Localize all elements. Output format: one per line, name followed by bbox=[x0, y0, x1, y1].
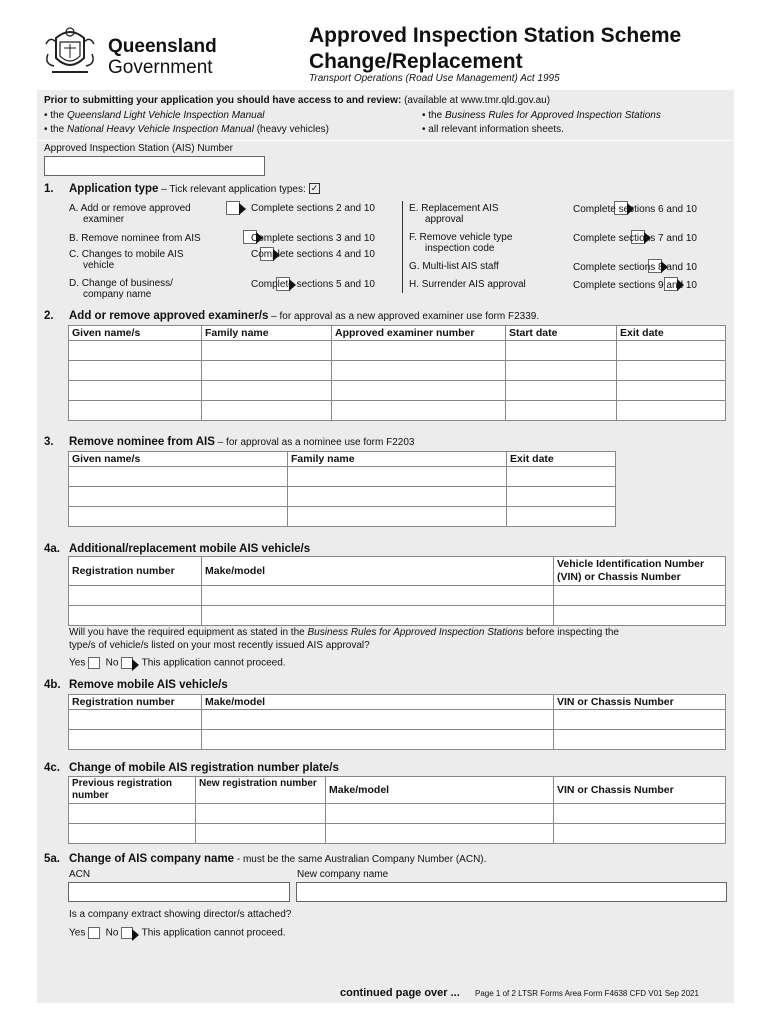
table-cell[interactable] bbox=[506, 381, 617, 401]
remove-vehicle-table bbox=[68, 694, 726, 750]
yes-checkbox[interactable] bbox=[88, 657, 100, 669]
table-header-row bbox=[69, 695, 726, 710]
section-number: 2. bbox=[44, 310, 54, 322]
table-cell[interactable] bbox=[202, 341, 332, 361]
crest-icon bbox=[42, 24, 98, 80]
option-a-label: A. Add or remove approved examiner bbox=[69, 203, 191, 225]
table-row bbox=[69, 381, 726, 401]
table-cell[interactable] bbox=[506, 341, 617, 361]
option-h-action: Complete sections 9 and 10 bbox=[573, 280, 697, 291]
table-header-row bbox=[69, 326, 726, 341]
column-header: Make/model bbox=[202, 695, 554, 710]
table-cell[interactable] bbox=[202, 361, 332, 381]
table-cell[interactable] bbox=[69, 361, 202, 381]
table-row bbox=[69, 507, 616, 527]
table-cell[interactable] bbox=[196, 804, 326, 824]
section-title: Change of AIS company name - must be the same Australian Company Number (ACN). bbox=[69, 853, 487, 865]
new-company-name-label: New company name bbox=[297, 869, 389, 880]
prior-bullet: • the Business Rules for Approved Inspection Stations bbox=[422, 110, 661, 121]
table-cell[interactable] bbox=[202, 730, 554, 750]
table-cell[interactable] bbox=[69, 401, 202, 421]
cannot-proceed-text: This application cannot proceed. bbox=[141, 927, 286, 939]
option-h-label: H. Surrender AIS approval bbox=[409, 279, 526, 290]
prior-intro bbox=[44, 95, 550, 106]
option-b-label: B. Remove nominee from AIS bbox=[69, 233, 201, 244]
table-cell[interactable] bbox=[507, 467, 616, 487]
table-row bbox=[69, 586, 726, 606]
option-e-label: E. Replacement AIS approval bbox=[409, 203, 499, 225]
page-title-line2: Change/Replacement bbox=[309, 50, 523, 73]
column-header: Exit date bbox=[617, 326, 726, 341]
table-cell[interactable] bbox=[69, 824, 196, 844]
table-row bbox=[69, 730, 726, 750]
table-row bbox=[69, 487, 616, 507]
table-cell[interactable] bbox=[202, 401, 332, 421]
section-number: 4a. bbox=[44, 543, 60, 555]
table-cell[interactable] bbox=[69, 730, 202, 750]
table-row bbox=[69, 341, 726, 361]
equipment-question: Will you have the required equipment as stated in the Business Rules for Approved Inspection Stations before inspecting the bbox=[69, 627, 619, 638]
no-checkbox[interactable] bbox=[121, 927, 133, 939]
no-label: No bbox=[105, 657, 119, 669]
column-header: VIN or Chassis Number bbox=[554, 777, 726, 804]
table-cell[interactable] bbox=[617, 381, 726, 401]
acn-input[interactable] bbox=[68, 882, 290, 902]
table-cell[interactable] bbox=[507, 487, 616, 507]
section-title: Application type – Tick relevant application types: ✓ bbox=[69, 183, 319, 195]
yes-label: Yes bbox=[69, 927, 86, 939]
yes-label: Yes bbox=[69, 657, 86, 669]
ais-number-label: Approved Inspection Station (AIS) Number bbox=[44, 143, 233, 154]
column-header: VIN or Chassis Number bbox=[554, 695, 726, 710]
acn-label: ACN bbox=[69, 869, 91, 880]
gov-name-line1: Queensland bbox=[108, 36, 217, 57]
column-header: Family name bbox=[288, 452, 507, 467]
column-header: Make/model bbox=[202, 557, 554, 586]
table-row bbox=[69, 467, 616, 487]
table-cell[interactable] bbox=[69, 606, 202, 626]
table-cell[interactable] bbox=[69, 507, 288, 527]
table-cell[interactable] bbox=[332, 341, 506, 361]
column-header: Make/model bbox=[326, 777, 554, 804]
column-header: Start date bbox=[506, 326, 617, 341]
table-cell[interactable] bbox=[69, 381, 202, 401]
table-cell[interactable] bbox=[326, 804, 554, 824]
equipment-question-line2: type/s of vehicle/s listed on your most recently issued AIS approval? bbox=[69, 640, 370, 651]
column-header: Registration number bbox=[69, 695, 202, 710]
section-divider bbox=[37, 140, 734, 141]
no-checkbox[interactable] bbox=[121, 657, 133, 669]
option-d-label: D. Change of business/ company name bbox=[69, 278, 173, 300]
table-cell[interactable] bbox=[554, 730, 726, 750]
page-title-line1: Approved Inspection Station Scheme bbox=[309, 24, 682, 47]
section-title: Additional/replacement mobile AIS vehicle/s bbox=[69, 543, 311, 555]
table-row bbox=[69, 361, 726, 381]
table-cell[interactable] bbox=[617, 341, 726, 361]
ais-number-input[interactable] bbox=[44, 156, 265, 176]
option-g-action: Complete sections 8 and 10 bbox=[573, 262, 697, 273]
table-row bbox=[69, 824, 726, 844]
table-cell[interactable] bbox=[69, 341, 202, 361]
section-title: Remove mobile AIS vehicle/s bbox=[69, 679, 228, 691]
column-header: New registration number bbox=[196, 777, 326, 804]
gov-name-line2: Government bbox=[108, 57, 213, 78]
prior-bullet: • the National Heavy Vehicle Inspection Manual (heavy vehicles) bbox=[44, 124, 329, 135]
column-header: Given name/s bbox=[69, 452, 288, 467]
plate-change-table bbox=[68, 776, 726, 844]
column-header: Approved examiner number bbox=[332, 326, 506, 341]
table-cell[interactable] bbox=[554, 606, 726, 626]
table-cell[interactable] bbox=[69, 586, 202, 606]
company-extract-answer bbox=[69, 927, 286, 939]
section-number: 4b. bbox=[44, 679, 61, 691]
table-cell[interactable] bbox=[202, 586, 554, 606]
company-extract-question: Is a company extract showing director/s attached? bbox=[69, 909, 292, 920]
table-row bbox=[69, 401, 726, 421]
table-cell[interactable] bbox=[554, 824, 726, 844]
column-header: Family name bbox=[202, 326, 332, 341]
section-title: Remove nominee from AIS – for approval as a nominee use form F2203 bbox=[69, 436, 415, 448]
table-header-row bbox=[69, 777, 726, 804]
table-cell[interactable] bbox=[202, 710, 554, 730]
table-cell[interactable] bbox=[288, 487, 507, 507]
tick-example-icon: ✓ bbox=[310, 183, 319, 194]
option-f-label: F. Remove vehicle type inspection code bbox=[409, 232, 513, 254]
prior-bullet: • the Queensland Light Vehicle Inspection Manual bbox=[44, 110, 265, 121]
table-row bbox=[69, 710, 726, 730]
table-header-row bbox=[69, 557, 726, 586]
table-cell[interactable] bbox=[506, 361, 617, 381]
option-a-action: Complete sections 2 and 10 bbox=[251, 203, 375, 214]
table-cell[interactable] bbox=[617, 401, 726, 421]
column-header: Given name/s bbox=[69, 326, 202, 341]
cannot-proceed-text: This application cannot proceed. bbox=[141, 657, 286, 669]
section-title: Add or remove approved examiner/s – for approval as a new approved examiner use form F2339. bbox=[69, 310, 540, 322]
column-header: Previous registration number bbox=[69, 777, 196, 804]
option-e-action: Complete sections 6 and 10 bbox=[573, 204, 697, 215]
table-row bbox=[69, 606, 726, 626]
table-cell[interactable] bbox=[554, 586, 726, 606]
column-header: Exit date bbox=[507, 452, 616, 467]
table-cell[interactable] bbox=[69, 487, 288, 507]
footer-meta: Page 1 of 2 LTSR Forms Area Form F4638 CFD V01 Sep 2021 bbox=[475, 989, 699, 998]
continued-text: continued page over ... bbox=[340, 987, 460, 999]
page-subtitle: Transport Operations (Road Use Management) Act 1995 bbox=[309, 73, 560, 84]
table-cell[interactable] bbox=[202, 606, 554, 626]
column-divider bbox=[402, 201, 403, 293]
nominee-table bbox=[68, 451, 616, 527]
option-b-action: Complete sections 3 and 10 bbox=[251, 233, 375, 244]
table-cell[interactable] bbox=[196, 824, 326, 844]
prior-lead-rest: (available at www.tmr.qld.gov.au) bbox=[401, 95, 551, 106]
table-cell[interactable] bbox=[332, 361, 506, 381]
table-cell[interactable] bbox=[69, 804, 196, 824]
section-number: 3. bbox=[44, 436, 54, 448]
table-cell[interactable] bbox=[69, 467, 288, 487]
table-cell[interactable] bbox=[554, 804, 726, 824]
table-cell[interactable] bbox=[288, 507, 507, 527]
table-row bbox=[69, 804, 726, 824]
table-cell[interactable] bbox=[332, 401, 506, 421]
equipment-answer bbox=[69, 657, 286, 669]
table-cell[interactable] bbox=[507, 507, 616, 527]
table-header-row bbox=[69, 452, 616, 467]
option-c-action: Complete sections 4 and 10 bbox=[251, 249, 375, 260]
table-cell[interactable] bbox=[506, 401, 617, 421]
option-d-action: Complete sections 5 and 10 bbox=[251, 279, 375, 290]
queensland-government-logo bbox=[42, 24, 222, 82]
table-cell[interactable] bbox=[554, 710, 726, 730]
examiners-table bbox=[68, 325, 726, 421]
section-number: 5a. bbox=[44, 853, 60, 865]
table-cell[interactable] bbox=[288, 467, 507, 487]
section-number: 1. bbox=[44, 183, 54, 195]
option-c-label: C. Changes to mobile AIS vehicle bbox=[69, 249, 184, 271]
section-title: Change of mobile AIS registration number plate/s bbox=[69, 762, 339, 774]
prior-bullet: • all relevant information sheets. bbox=[422, 124, 564, 135]
table-cell[interactable] bbox=[202, 381, 332, 401]
option-a-checkbox[interactable] bbox=[226, 201, 240, 215]
table-cell[interactable] bbox=[617, 361, 726, 381]
yes-checkbox[interactable] bbox=[88, 927, 100, 939]
section-number: 4c. bbox=[44, 762, 60, 774]
mobile-vehicle-table bbox=[68, 556, 726, 626]
new-company-name-input[interactable] bbox=[296, 882, 727, 902]
prior-lead: Prior to submitting your application you should have access to and review: bbox=[44, 95, 402, 106]
column-header: Vehicle Identification Number (VIN) or Chassis Number bbox=[554, 557, 726, 586]
table-cell[interactable] bbox=[326, 824, 554, 844]
no-label: No bbox=[105, 927, 119, 939]
option-g-label: G. Multi-list AIS staff bbox=[409, 261, 499, 272]
table-cell[interactable] bbox=[69, 710, 202, 730]
column-header: Registration number bbox=[69, 557, 202, 586]
table-cell[interactable] bbox=[332, 381, 506, 401]
option-f-action: Complete sections 7 and 10 bbox=[573, 233, 697, 244]
